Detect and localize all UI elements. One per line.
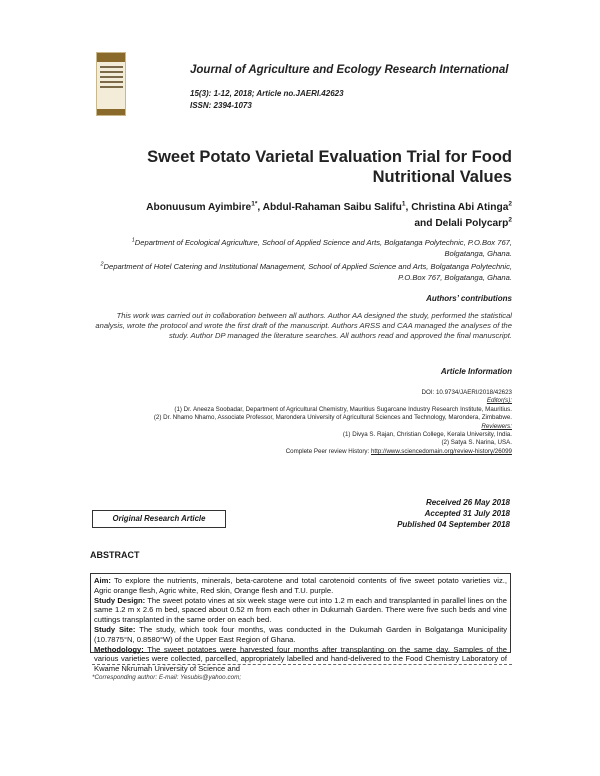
abstract-box [90,573,511,674]
author-affiliation-mark: 2 [508,216,512,224]
footnote-divider [92,664,512,665]
journal-issn: ISSN: 2394-1073 [190,101,252,110]
aim-text: To explore the nutrients, minerals, beta-carotene and total carotenoid contents of five sweet potato varieties viz., Agric orange flesh, Agric white, Red skin, Orange flesh and T.U. purple. [94,576,507,595]
study-site-label: Study Site: [94,624,136,634]
author-name: Abonuusum Ayimbire [146,202,252,213]
article-info-heading: Article Information [440,367,512,376]
study-site-text: The study, which took four months, was conducted in the Dukumah Garden in Bolgatanga Municipality (10.7875°N, 0.8580°W) of the Upper East Region of Ghana. [94,624,507,644]
article-info-block [92,389,512,456]
abstract-heading: ABSTRACT [90,550,140,560]
article-dates [320,497,510,530]
review-history-label: Complete Peer review History: [285,447,370,455]
editor-item: (2) Dr. Nhamo Nhamo, Associate Professor, Marondera University of Agricultural Sciences and Technology, Marondera, Zimbabwe. [153,414,512,422]
affiliation-item: $^2$Department of Hotel Catering and Institutional Management, School of Applied Science and Arts, Bolgatanga Polytechnic, P.O.Box 767, Bolgatanga, Ghana. [100,261,512,282]
editor-item: (1) Dr. Aneeza Soobadar, Department of Agricultural Chemistry, Mauritius Sugarcane Industry Research Institute, Mauritius. [174,405,512,413]
reviewer-item: (2) Satya S. Narina, USA. [441,439,512,447]
article-type-badge: Original Research Article [92,510,226,528]
aim-label: Aim: [94,576,111,585]
paper-title: Sweet Potato Varietal Evaluation Trial for Food Nutritional Values [147,148,512,186]
study-design-text: The sweet potato vines at six week stage were cut into 1.2 m each and transplanted in parallel lines on the same 1.2 m x 2.6 m bed, spaced about 0.52 m from each other in Dukurnah Garden. There were five such beds and vine cuttings transplanted in the same order on each bed. [94,595,507,625]
published-date: Published 04 September 2018 [397,520,510,529]
reviewers-label: Reviewers: [481,422,512,430]
affiliations [90,238,512,286]
corresponding-author-footnote: *Corresponding author: E-mail: Yesubis@yahoo.com; [92,674,242,681]
editors-label: Editor(s): [486,397,512,405]
author-name: Christina Abi Atinga [411,202,509,213]
author-affiliation-mark: 1 [401,200,406,208]
review-history [92,448,512,456]
reviewer-item: (1) Divya S. Rajan, Christian College, Kerala University, India. [342,431,512,439]
review-history-link[interactable]: http://www.sciencedomain.org/review-history/26099 [370,447,512,455]
author-conjunction: and [414,218,433,229]
journal-issue: 15(3): 1-12, 2018; Article no.JAERI.42623 [190,89,344,98]
received-date: Received 26 May 2018 [425,498,510,507]
author-list: Abonuusum Ayimbire$^{1*}$, Abdul-Rahaman Saibu Salifu$^1$, Christina Abi Atinga$^2$ and Delali Polycarp$^2$ [146,200,512,229]
author-name: Delali Polycarp [435,218,509,229]
author-affiliation-mark: 2 [508,200,512,208]
methodology-label: Methodology: [94,644,144,654]
doi: DOI: 10.9734/JAERI/2018/42623 [421,389,512,396]
affiliation-item: $^1$Department of Ecological Agriculture, School of Applied Science and Arts, Bolgatanga Polytechnic, P.O.Box 767, Bolgatanga, Ghana. [131,237,512,258]
study-design-label: Study Design: [94,595,146,605]
author-name: Abdul-Rahaman Saibu Salifu [262,202,402,213]
journal-cover-thumbnail [96,52,126,116]
methodology-text: The sweet potatoes were harvested four months after transplanting on the same day. Samples of the various varieties were collected, parcelled, appropriately labelled and hand-delivered to the Food Chemistry Laboratory of Kwame Nkrumah University of Science and [94,644,507,674]
author-affiliation-mark: 1* [251,200,258,208]
accepted-date: Accepted 31 July 2018 [424,509,510,518]
journal-title: Journal of Agriculture and Ecology Research International [190,64,509,76]
contributions-text: This work was carried out in collaboration between all authors. Author AA designed the study, performed the statistical analysis, wrote the protocol and wrote the first draft of the manuscript. Authors ARSS and CAA managed the analyses of the study. Author DP managed the literature searches. All authors read and approved the final manuscript. [95,311,512,340]
contributions-heading: Authors’ contributions [426,294,512,303]
